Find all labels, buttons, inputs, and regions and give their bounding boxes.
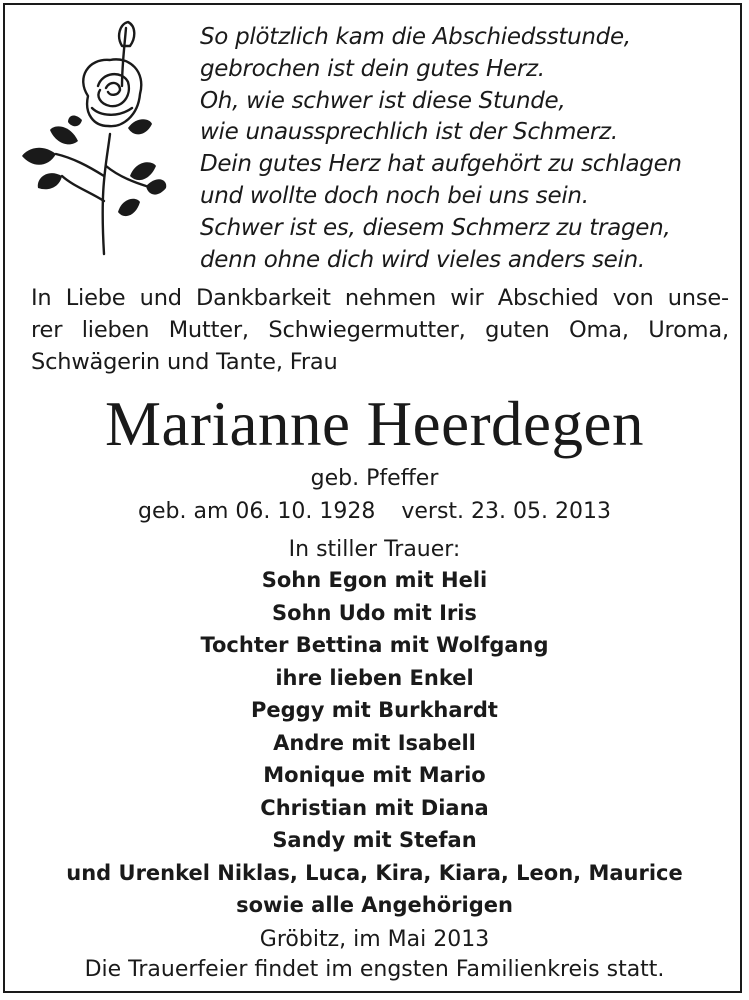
mourner-line: Sohn Egon mit Heli	[261, 568, 488, 592]
mourner-line: Sandy mit Stefan	[272, 828, 477, 852]
mourner-line: Monique mit Mario	[263, 763, 486, 787]
poem	[200, 22, 682, 276]
deceased-name: Marianne Heerdegen	[105, 389, 644, 459]
intro-text	[31, 282, 729, 378]
poem-line: denn ohne dich wird vieles anders sein.	[200, 246, 645, 273]
intro-line: Schwägerin und Tante, Frau	[31, 349, 338, 375]
poem-line: und wollte doch noch bei uns sein.	[200, 182, 589, 209]
birth-date: geb. am 06. 10. 1928	[138, 499, 376, 524]
mourner-line: ihre lieben Enkel	[275, 665, 474, 690]
poem-line: Schwer ist es, diesem Schmerz zu tragen,	[200, 214, 671, 241]
intro-line: rer lieben Mutter, Schwiegermutter, guten Oma, Uroma,	[31, 317, 729, 343]
poem-line: gebrochen ist dein gutes Herz.	[200, 55, 545, 82]
funeral-note: Die Trauerfeier findet im engsten Familienkreis statt.	[84, 957, 665, 982]
poem-line: Dein gutes Herz hat aufgehört zu schlagen	[200, 151, 682, 178]
maiden-name: geb. Pfeffer	[310, 466, 439, 491]
mourners-list	[0, 564, 749, 922]
mourner-line: Andre mit Isabell	[273, 730, 476, 755]
mourners-title: In stiller Trauer:	[288, 537, 461, 562]
mourner-line: Peggy mit Burkhardt	[251, 698, 498, 722]
mourner-line: und Urenkel Niklas, Luca, Kira, Kiara, Leon, Maurice	[66, 860, 683, 885]
place-date: Gröbitz, im Mai 2013	[259, 927, 490, 952]
mourner-line: sowie alle Angehörigen	[236, 893, 513, 917]
intro-line: In Liebe und Dankbarkeit nehmen wir Abschied von unse-	[31, 285, 729, 311]
life-dates	[0, 497, 749, 527]
rose-icon	[18, 16, 168, 256]
mourner-line: Sohn Udo mit Iris	[272, 600, 477, 625]
mourner-line: Christian mit Diana	[260, 795, 489, 820]
poem-line: wie unaussprechlich ist der Schmerz.	[200, 119, 618, 146]
poem-line: So plötzlich kam die Abschiedsstunde,	[200, 24, 631, 50]
mourner-line: Tochter Bettina mit Wolfgang	[200, 633, 549, 657]
poem-line: Oh, wie schwer ist diese Stunde,	[200, 87, 566, 114]
death-date: verst. 23. 05. 2013	[401, 499, 611, 524]
